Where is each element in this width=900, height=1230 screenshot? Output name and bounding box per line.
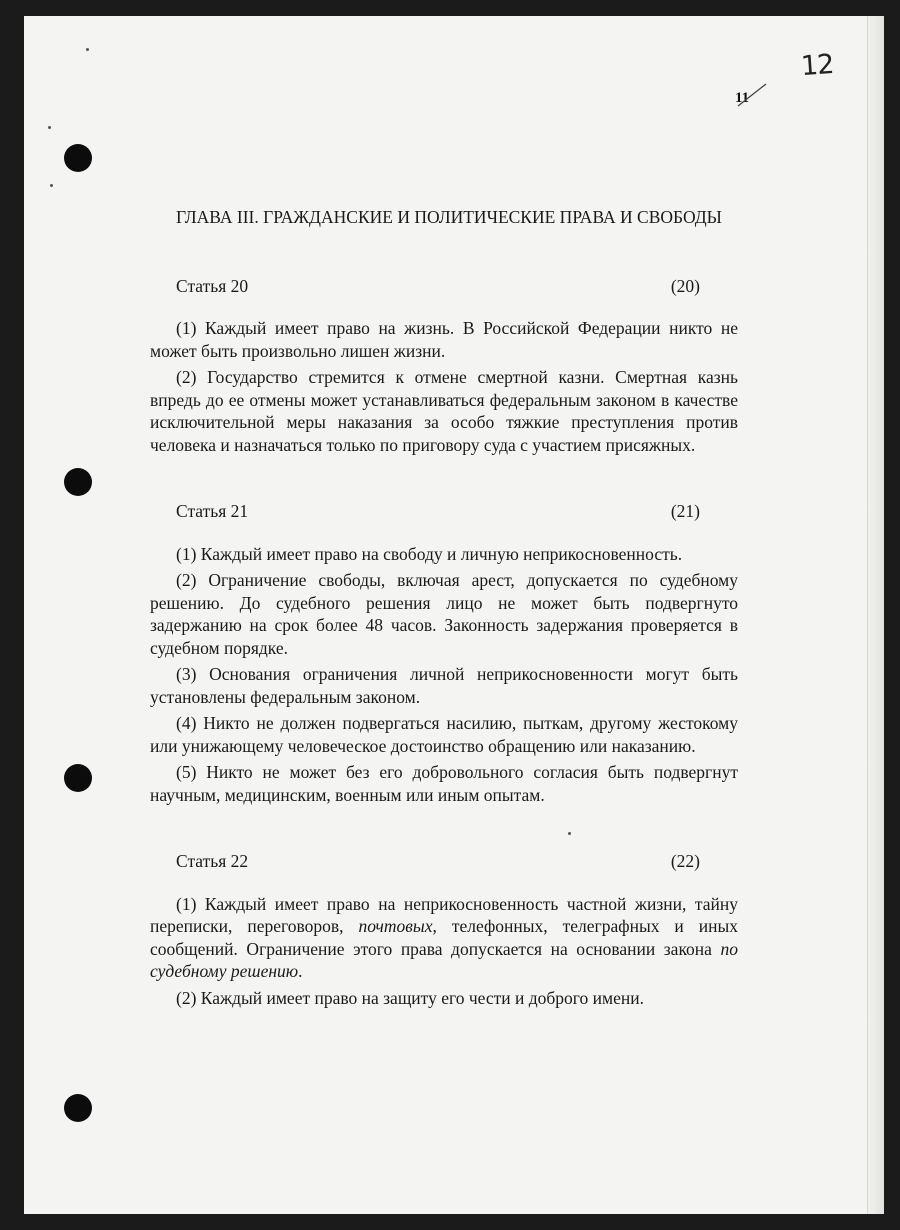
document-body	[150, 206, 738, 1013]
text-run: , телефонных, телеграфных и иных сообщений. Ограничение этого права допускается на основании закона	[150, 916, 738, 959]
article-21	[150, 500, 738, 806]
punch-hole	[64, 764, 92, 792]
old-page-number: 11	[735, 90, 750, 106]
article-20	[150, 275, 738, 457]
paragraph: (3) Основания ограничения личной неприкосновенности могут быть установлены федеральным законом.	[150, 664, 738, 707]
article-label: Статья 21	[176, 501, 249, 521]
paragraph: (4) Никто не должен подвергаться насилию, пыткам, другому жестокому или унижающему человеческое достоинство обращению или наказанию.	[150, 713, 738, 756]
paragraph: (2) Государство стремится к отмене смертной казни. Смертная казнь впредь до ее отмены может устанавливаться федеральным законом в качестве исключительной меры наказания за особо тяжкие преступления против человека и назначаться только по приговору суда с участием присяжных.	[150, 367, 738, 455]
chapter-title: ГЛАВА III. ГРАЖДАНСКИЕ И ПОЛИТИЧЕСКИЕ ПРАВА И СВОБОДЫ	[176, 207, 722, 227]
article-header	[150, 500, 738, 523]
paragraph: (2) Каждый имеет право на защиту его чести и доброго имени.	[176, 987, 644, 1008]
article-label: Статья 20	[176, 275, 249, 296]
paragraph	[150, 893, 738, 983]
italic-text: по судебному решению	[150, 938, 738, 981]
text-run: (1) Каждый имеет право на неприкосновенность частной жизни, тайну переписки, переговоров,	[150, 893, 738, 936]
paragraph: (1) Каждый имеет право на жизнь. В Российской Федерации никто не может быть произвольно лишен жизни.	[150, 318, 738, 361]
article-header	[150, 850, 738, 873]
punch-hole	[64, 1094, 92, 1122]
dust-speck	[50, 184, 53, 187]
article-label: Статья 22	[176, 851, 249, 871]
strike-mark	[736, 80, 770, 110]
article-header	[150, 275, 738, 298]
article-number: (20)	[670, 275, 700, 296]
article-number: (22)	[670, 851, 700, 871]
text-run: .	[298, 961, 303, 981]
article-22	[150, 850, 738, 1009]
handwritten-page-number: 12	[799, 48, 835, 83]
article-number: (21)	[670, 501, 700, 521]
page-edge	[867, 16, 884, 1214]
punch-hole	[64, 468, 92, 496]
italic-text: почтовых	[358, 916, 433, 936]
document-page	[24, 16, 884, 1214]
punch-hole	[64, 144, 92, 172]
dust-speck	[48, 126, 51, 129]
paragraph: (5) Никто не может без его добровольного согласия быть подвергнут научным, медицинским, военным или иным опытам.	[150, 762, 738, 805]
dust-speck	[86, 48, 89, 51]
paragraph: (1) Каждый имеет право на свободу и личную неприкосновенность.	[176, 543, 683, 564]
paragraph: (2) Ограничение свободы, включая арест, допускается по судебному решению. До судебного решения лицо не может быть подвергнуто задержанию на срок более 48 часов. Законность задержания проверяется в судебном порядке.	[150, 570, 738, 658]
